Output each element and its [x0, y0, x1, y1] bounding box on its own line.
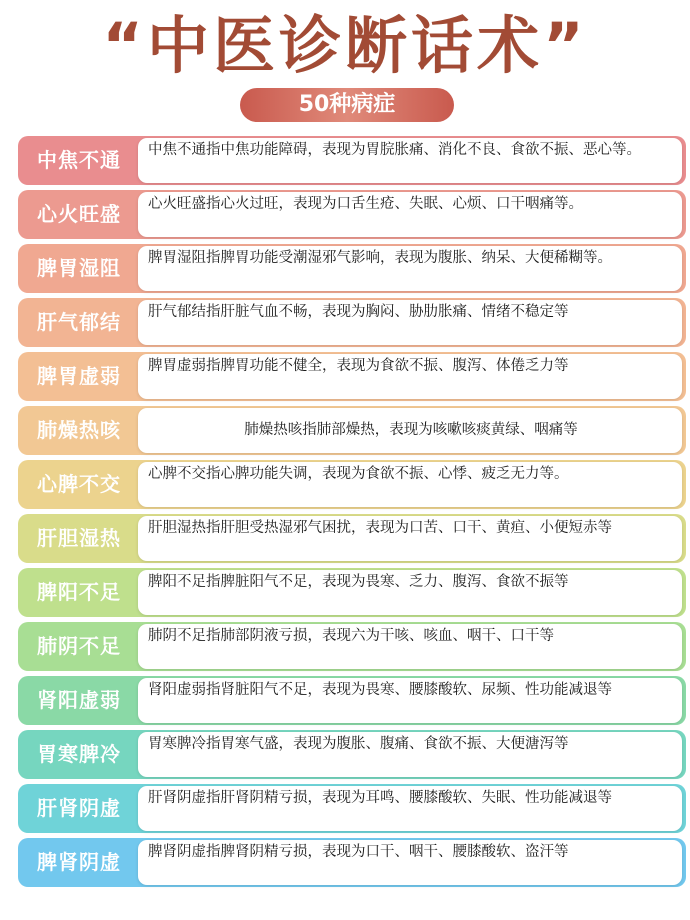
row-label: 心脾不交 [37, 472, 121, 496]
row-label: 心火旺盛 [37, 202, 121, 226]
row-description: 中焦不通指中焦功能障碍，表现为胃脘胀痛、消化不良、食欲不振、恶心等。 [138, 138, 682, 183]
row-label: 肝气郁结 [37, 310, 121, 334]
row-description: 肺燥热咳指肺部燥热，表现为咳嗽咳痰黄绿、咽痛等 [138, 408, 682, 453]
list-item [18, 406, 686, 455]
list-item [18, 514, 686, 563]
list-item [18, 784, 686, 833]
row-description: 脾肾阴虚指脾肾阴精亏损，表现为口干、咽干、腰膝酸软、盗汗等 [138, 840, 682, 885]
row-label: 胃寒脾冷 [37, 742, 121, 766]
list-item [18, 622, 686, 671]
row-label: 肾阳虚弱 [37, 688, 121, 712]
page-title: “中医诊断话术” [102, 9, 588, 82]
row-label: 脾阳不足 [37, 580, 121, 604]
row-label: 中焦不通 [37, 148, 121, 172]
list-item [18, 136, 686, 185]
row-label: 肝胆湿热 [37, 526, 121, 550]
row-description: 胃寒脾冷指胃寒气盛，表现为腹胀、腹痛、食欲不振、大便溏泻等 [138, 732, 682, 777]
list-item [18, 568, 686, 617]
row-description: 心火旺盛指心火过旺，表现为口舌生疮、失眠、心烦、口干咽痛等。 [138, 192, 682, 237]
row-description: 脾胃虚弱指脾胃功能不健全，表现为食欲不振、腹泻、体倦乏力等 [138, 354, 682, 399]
row-label: 脾胃湿阻 [37, 256, 121, 280]
row-label: 肺阴不足 [37, 634, 121, 658]
row-description: 心脾不交指心脾功能失调，表现为食欲不振、心悸、疲乏无力等。 [138, 462, 682, 507]
list-item [18, 838, 686, 887]
list-item [18, 352, 686, 401]
row-label: 肺燥热咳 [37, 418, 121, 442]
row-description: 肝胆湿热指肝胆受热湿邪气困扰，表现为口苦、口干、黄疸、小便短赤等 [138, 516, 682, 561]
row-label: 脾肾阴虚 [37, 850, 121, 874]
row-description: 脾阳不足指脾脏阳气不足，表现为畏寒、乏力、腹泻、食欲不振等 [138, 570, 682, 615]
row-description: 肾阳虚弱指肾脏阳气不足，表现为畏寒、腰膝酸软、尿频、性功能减退等 [138, 678, 682, 723]
list-item [18, 190, 686, 239]
list-item [18, 298, 686, 347]
list-item [18, 676, 686, 725]
symptom-list [18, 136, 686, 892]
row-description: 肝气郁结指肝脏气血不畅，表现为胸闷、胁肋胀痛、情绪不稳定等 [138, 300, 682, 345]
list-item [18, 244, 686, 293]
subtitle-badge: 50种病症 [240, 88, 454, 122]
list-item [18, 730, 686, 779]
row-label: 脾胃虚弱 [37, 364, 121, 388]
list-item [18, 460, 686, 509]
row-label: 肝肾阴虚 [37, 796, 121, 820]
row-description: 肝肾阴虚指肝肾阴精亏损，表现为耳鸣、腰膝酸软、失眠、性功能减退等 [138, 786, 682, 831]
row-description: 肺阴不足指肺部阴液亏损，表现六为干咳、咳血、咽干、口干等 [138, 624, 682, 669]
row-description: 脾胃湿阻指脾胃功能受潮湿邪气影响，表现为腹胀、纳呆、大便稀糊等。 [138, 246, 682, 291]
